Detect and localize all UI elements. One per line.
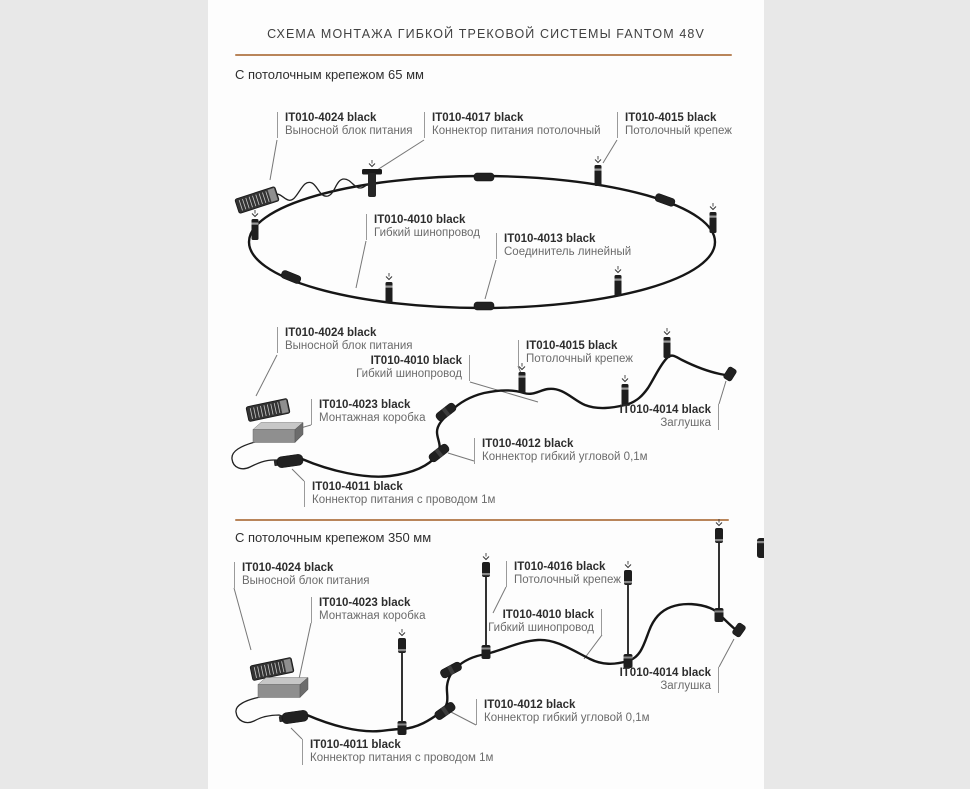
corner-connector-icon — [435, 402, 458, 423]
part-number: IT010-4012 black — [484, 699, 576, 711]
part-label-4014 — [620, 404, 719, 430]
power-supply-icon — [250, 657, 294, 680]
ceiling-feed-connector-icon — [362, 160, 382, 197]
part-number: IT010-4015 black — [526, 340, 618, 352]
ceiling-mount-65-icon — [664, 328, 671, 358]
part-label-4012 — [474, 438, 648, 464]
power-wire — [232, 442, 277, 469]
part-label-4017 — [424, 112, 601, 138]
part-label-4024 — [277, 112, 413, 138]
linear-connector-icon — [280, 270, 302, 285]
part-description: Потолочный крепеж — [514, 574, 621, 586]
part-label-4023 — [311, 597, 425, 623]
part-label-4011 — [304, 481, 495, 507]
track-ring — [249, 176, 715, 308]
linear-connector-icon — [474, 302, 494, 310]
corner-connector-icon — [433, 701, 456, 721]
part-label-4015 — [518, 340, 633, 366]
part-description: Гибкий шинопровод — [356, 368, 462, 380]
power-supply-icon — [235, 186, 280, 213]
part-description: Потолочный крепеж — [625, 125, 732, 137]
part-number: IT010-4024 black — [285, 112, 377, 124]
part-description: Выносной блок питания — [285, 125, 413, 137]
part-description: Гибкий шинопровод — [488, 622, 594, 634]
ceiling-mount-sample-icon — [757, 538, 764, 558]
part-description: Коннектор питания с проводом 1м — [312, 494, 496, 506]
part-description: Коннектор гибкий угловой 0,1м — [484, 712, 650, 724]
ceiling-mount-350-icon — [398, 629, 407, 735]
part-description: Заглушка — [660, 680, 711, 692]
part-label-4014 — [620, 667, 719, 693]
part-label-4010 — [356, 355, 470, 381]
part-description: Коннектор питания потолочный — [432, 125, 601, 137]
power-connector-icon — [273, 454, 303, 469]
part-description: Монтажная коробка — [319, 610, 426, 622]
ceiling-mount-350-icon — [715, 519, 724, 622]
part-number: IT010-4014 black — [619, 667, 711, 679]
linear-connector-icon — [654, 193, 676, 207]
part-number: IT010-4013 black — [504, 233, 596, 245]
part-description: Заглушка — [660, 417, 711, 429]
part-number: IT010-4023 black — [319, 399, 411, 411]
ceiling-mount-350-icon — [482, 553, 491, 659]
power-wire — [236, 697, 282, 723]
part-label-4013 — [496, 233, 631, 259]
ceiling-mount-65-icon — [386, 273, 393, 303]
part-number: IT010-4010 black — [374, 214, 466, 226]
part-description: Потолочный крепеж — [526, 353, 633, 365]
end-cap-icon — [723, 366, 738, 382]
ceiling-mount-65-icon — [622, 375, 629, 405]
mounting-box-icon — [258, 678, 308, 698]
part-number: IT010-4023 black — [319, 597, 411, 609]
end-cap-icon — [732, 622, 747, 638]
part-number: IT010-4011 black — [310, 739, 401, 751]
part-label-4011 — [302, 739, 493, 765]
part-number: IT010-4017 black — [432, 112, 524, 124]
section-1-heading: С потолочным крепежом 65 мм — [235, 67, 424, 82]
part-description: Гибкий шинопровод — [374, 227, 480, 239]
part-label-4010 — [366, 214, 480, 240]
part-label-4023 — [311, 399, 425, 425]
part-number: IT010-4016 black — [514, 561, 606, 573]
part-label-4024 — [277, 327, 413, 353]
part-description: Выносной блок питания — [285, 340, 413, 352]
ceiling-mount-65-icon — [519, 363, 526, 393]
part-number: IT010-4024 black — [242, 562, 334, 574]
mounting-box-icon — [253, 423, 303, 443]
ceiling-mount-65-icon — [710, 203, 717, 233]
part-number: IT010-4011 black — [312, 481, 403, 493]
part-number: IT010-4010 black — [370, 355, 462, 367]
part-label-4010 — [488, 609, 602, 635]
page-title: СХЕМА МОНТАЖА ГИБКОЙ ТРЕКОВОЙ СИСТЕМЫ FANTOM 48V — [267, 27, 705, 41]
power-connector-icon — [278, 710, 308, 725]
part-number: IT010-4010 black — [502, 609, 594, 621]
part-number: IT010-4024 black — [285, 327, 377, 339]
ceiling-mount-65-icon — [595, 156, 602, 186]
part-number: IT010-4012 black — [482, 438, 574, 450]
power-cord — [272, 179, 368, 200]
ceiling-mount-65-icon — [615, 266, 622, 296]
page — [208, 0, 764, 789]
part-description: Коннектор гибкий угловой 0,1м — [482, 451, 648, 463]
part-number: IT010-4015 black — [625, 112, 717, 124]
part-number: IT010-4014 black — [619, 404, 711, 416]
part-label-4016 — [506, 561, 621, 587]
power-supply-icon — [246, 398, 290, 421]
section-2-heading: С потолочным крепежом 350 мм — [235, 530, 432, 545]
part-description: Коннектор питания с проводом 1м — [310, 752, 494, 764]
linear-connector-icon — [474, 173, 494, 181]
ceiling-mount-65-icon — [252, 210, 259, 240]
part-description: Выносной блок питания — [242, 575, 370, 587]
part-label-4012 — [476, 699, 650, 725]
part-description: Монтажная коробка — [319, 412, 426, 424]
part-description: Соединитель линейный — [504, 246, 632, 258]
ceiling-mount-350-icon — [624, 561, 633, 668]
part-label-4015 — [617, 112, 732, 138]
part-label-4024 — [234, 562, 370, 588]
